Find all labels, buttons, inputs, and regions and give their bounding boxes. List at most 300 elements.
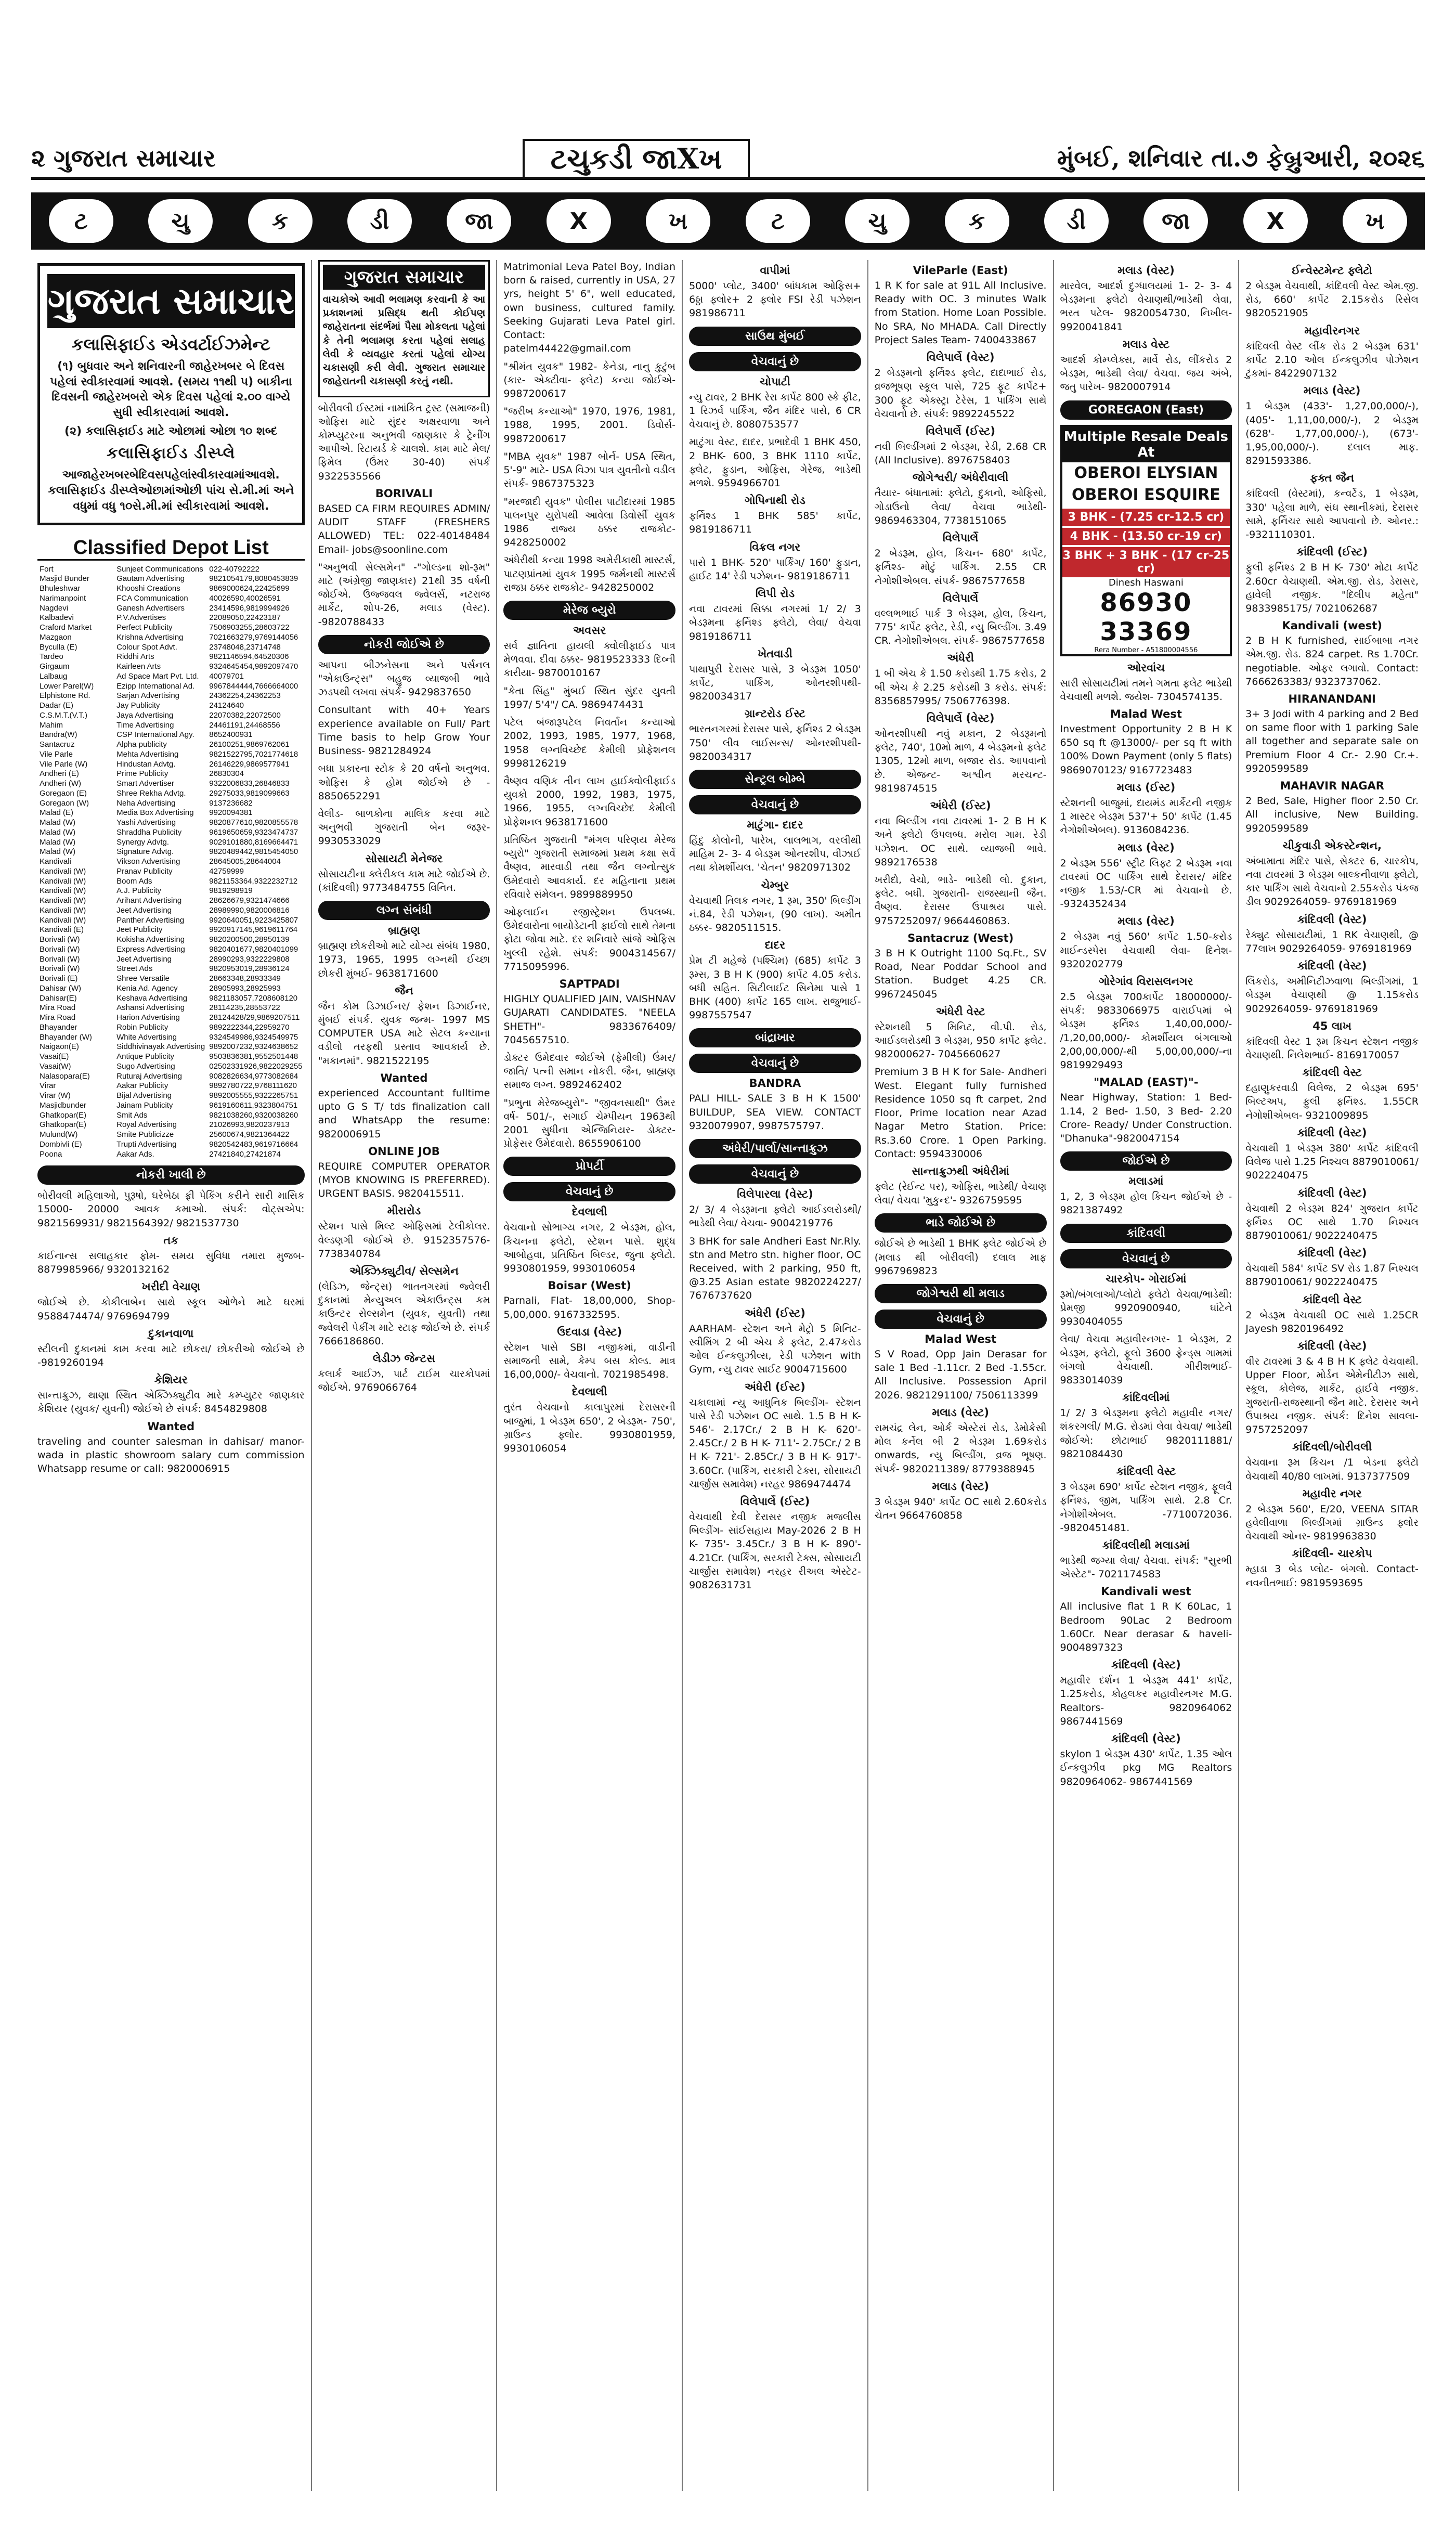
depot-agency: Smit Ads [116, 1110, 148, 1120]
depot-phone: 7506903255,28603722 [209, 623, 290, 632]
classified-ad: HIGHLY QUALIFIED JAIN, VAISHNAV GUJARATI CANDIDATES. "NEELA SHETH"- 9833676409/ 7045657510. [503, 993, 676, 1046]
depot-agency: Aakar Publicity [116, 1081, 168, 1091]
depot-area: Mulund(W) [40, 1130, 78, 1139]
banner-letter: ખ [646, 199, 710, 243]
depot-phone: 9821183057,7208608120 [209, 993, 298, 1003]
classified-ad: All inclusive flat 1 R K 60Lac, 1 Bedroom 90Lac 2 Bedroom 1.60Cr. Near derasar & haveli- 9004897323 [1060, 1601, 1232, 1654]
oberoi-head: Multiple Resale Deals At [1062, 427, 1230, 462]
classified-ad: PALI HILL- SALE 3 B H K 1500' BUILDUP, SEA VIEW. CONTACT 9320079907, 9987575797. [689, 1093, 861, 1132]
classified-ad: 1 બી એચ કે 1.50 કરોડથી 1.75 કરોડ, 2 બી એચ કે 2.25 કરોડથી 3 કરોડ. સંપર્ક: 8356857995/ 7506776398. [874, 668, 1047, 707]
depot-row [37, 838, 305, 848]
depot-agency: Kenia Ad. Agency [116, 983, 178, 993]
ad-heading: અંધેરી (ઈસ્ટ) [744, 1380, 805, 1393]
central-bombay-header: સેન્ટ્રલ બોમ્બે [689, 770, 861, 789]
depot-area: Ghatkopar(E) [40, 1110, 87, 1120]
depot-agency: Pranav Publicity [116, 866, 173, 876]
ad-heading: Wanted [380, 1071, 428, 1084]
depot-phone: 9920094381 [209, 808, 253, 818]
banner-letter: ક [945, 199, 1009, 243]
ad-heading: ગોપિનાથી રોડ [745, 494, 805, 507]
depot-area: Kandivali (W) [40, 886, 86, 896]
banner-letter: જા [447, 199, 511, 243]
classified-ad: ભાડેથી જગ્યા લેવા/ વેચવા. સંપર્ક: "સુરભી એસ્ટેટ"- 7021174583 [1060, 1554, 1232, 1580]
depot-area: C.S.M.T.(V.T.) [40, 710, 87, 720]
depot-phone: 9619650659,9323474737 [209, 827, 298, 837]
depot-agency: Yashi Advertising [116, 818, 176, 827]
depot-agency: Bijal Advertising [116, 1091, 172, 1100]
depot-area: Dahisar(E) [40, 993, 77, 1003]
masthead-rule-1: (૧) બુધવાર અને શનિવારની જાહેરખબર બે દિવસ પહેલાં સ્વીકારવામાં આવશે. (સમય ૧૧થી ૫) બાકીના દિવસની જાહેરખબરો એક દિવસ પહેલાં ૨.૦૦ વાગ્યે સુધી સ્વીકારવામાં આવશે. [50, 360, 292, 420]
ad-heading: જોગેશ્વરી/ અંધેરીવાલી [912, 471, 1009, 484]
jogeshwari-malad-header: જોગેશ્વરી થી મલાડ [875, 1284, 1047, 1303]
depot-agency: Shraddha Publicity [116, 827, 182, 837]
depot-agency: Ad Space Mart Pvt. Ltd. [116, 671, 199, 681]
depot-phone: 26146229,9869577941 [209, 759, 290, 769]
oberoi-title-2: OBEROI ESQUIRE [1072, 486, 1220, 504]
depot-area: Dahisar (W) [40, 983, 82, 993]
depot-phone: 24124640 [209, 701, 244, 710]
depot-area: Malad (W) [40, 847, 76, 857]
depot-agency: Shree Rekha Advtg. [116, 788, 186, 798]
depot-agency: Neha Advertising [116, 798, 176, 808]
for-sale-header: વેચવાનું છે [503, 1182, 675, 1201]
depot-agency: Arihant Advertising [116, 896, 182, 905]
depot-area: Borivali (W) [40, 944, 80, 954]
depot-phone: 23414596,9819994926 [209, 603, 290, 613]
depot-row [37, 1150, 305, 1160]
classified-ad: 1/ 2/ 3 બેડરૂમના ફ્લેટો મહાવીર નગર/ શંકરગલી/ M.G. રોડમાં લેવા વેચવા/ ભાડેથી જોઈએ: છોટાભાઈ 9820111881/ 9821084430 [1060, 1407, 1232, 1460]
ad-heading: ચેમ્બુર [761, 878, 789, 891]
classified-ad: ખરીદો, વેચો, ભાડે- ભાડેથી લો. દુકાન, ફ્લેટ. બધી. ગુજરાતી- રાજસ્થાની જૈન. વૈષ્ણવ. દેરાસર ઉપાશ્રય પાસે. 9757252097/ 9664460863. [874, 874, 1047, 927]
depot-area: Craford Market [40, 623, 92, 632]
depot-phone: 21026993,9820237913 [209, 1120, 290, 1130]
classified-ad: સ્ટેશન પાસે મિલ્ટ ઓફિસમાં ટેલીકોલર. વેલ્ડણગી જોઈએ છે. 9152357576- 7738340784 [318, 1221, 490, 1260]
depot-phone: 9892007232,9324638652 [209, 1042, 298, 1052]
depot-row [37, 1033, 305, 1043]
classified-ad: સાન્તાક્રુઝ, થાણા સ્થિત એક્ઝિક્યુટીવ મારે કમ્પ્યુટર જાણકાર કેશિયર (યુવક/ યુવતી) જોઈએ છે સંપર્ક: 8454829808 [37, 1390, 305, 1415]
depot-area: Narimanpoint [40, 593, 86, 603]
depot-agency: CSP International Agy. [116, 730, 194, 740]
ad-heading: મલાડ વેસ્ટ [1122, 338, 1170, 351]
classified-ad: સ્ટેશન પાસે SBI નજીકમાં, વાડીની સમાજની સામે, કેમ્પ બસ કોલ્ડ. માત્ર 16,00,000/- વેચવાનો. 7021985498. [503, 1341, 676, 1381]
masthead-rule-3: આજાહેરખબરબેદિવસપહેલાંસ્વીકારવામાંઆવશે. કલાસિફાઈડ ડીસ્પ્લેઓછામાંઓછી પાંચ સે.મી.માં અને વધુમાં વધુ ૧૦સે.મી.માં સ્વીકારવામાં આવશે. [48, 469, 294, 513]
depot-row [37, 574, 305, 584]
classified-ad: રેક્યુટ સોસાયટીમાં, 1 RK વેચાણથી, @ 77લાખ 9029264059- 9769181969 [1245, 929, 1419, 954]
property-header: પ્રોપર્ટી [503, 1157, 675, 1176]
ad-heading: SAPTPADI [559, 978, 620, 991]
depot-phone: 42759999 [209, 866, 244, 876]
ad-heading: વિલેપાર્લે [942, 532, 979, 545]
depot-row [37, 955, 305, 965]
depot-phone: 28645005,28644004 [209, 857, 281, 866]
depot-row [37, 1013, 305, 1023]
depot-area: Dadar (E) [40, 701, 74, 710]
naukri-header: નોકરી ખાલી છે [37, 1165, 305, 1185]
classified-ad: 2.5 બેડરૂમ 700કાર્પેટ 18000000/- સંપર્ક: 9833066975 વારાઈપમાં બે બેડરૂમ ફર્નિશ્ડ 1,40,00,000/- /1,20,00,000/- કોમર્શીયલ બંગલાઓ 2,00,00,000/-થી 5,00,00,000/-ના 9819929493 [1060, 991, 1232, 1071]
ad-heading: વિલેપાર્લે (વેસ્ટ) [926, 712, 995, 725]
depot-agency: Media Box Advertising [116, 808, 194, 818]
classified-ad: Premium 3 B H K for Sale- Andheri West. Elegant fully furnished Residence 1050 sq ft carpet, 2nd Floor, Prime location near Azad Nagar Metro Station. Price: Rs.3.60 Crore. 1 Open Parking. Contact: 9594330006 [874, 1066, 1047, 1160]
ad-heading: અંધેરી (ઈસ્ટ) [930, 799, 991, 812]
depot-row [37, 1091, 305, 1101]
ad-heading: મલાડ (ઈસ્ટ) [1116, 781, 1176, 794]
page-date: મુંબઈ, શનિવાર તા.૭ ફેબ્રુઆરી, ૨૦૨૬ [1057, 144, 1425, 172]
classified-ad: Matrimonial Leva Patel Boy, Indian born & raised, currently in USA, 27 yrs, height 5' 6", well educated, own business, cultured family. Seeking Gujarati Leva Patel girl. Contact: patelm44422@gmail.com [503, 261, 676, 355]
depot-row [37, 896, 305, 906]
classified-ad: ઓનરશીપથી નવું મકાન, 2 બેડરૂમનો ફ્લેટ, 740', 10મો માળ, 4 બેડરૂમનો ફ્લેટ 1305, 12મો માળ, બજાર રોડ. આપવાનો છે. એજન્ટ- અશ્વીન મરચન્ટ- 9819874515 [874, 728, 1047, 794]
depot-phone: 9892780722,9768111620 [209, 1081, 297, 1091]
for-sale-header: વેચવાનું છે [689, 1164, 861, 1184]
depot-row [37, 964, 305, 974]
classified-ad: ચકાલામાં ન્યુ આધુનિક બિલ્ડીંગ- સ્ટેશન પાસે રેડી પઝેશન OC સાથે. 1.5 B H K- 546'- 2.17Cr./ 2 B H K- 620'- 2.45Cr./ 2 B H K- 711'- 2.75Cr./ 2 B H K- 721'- 2.85Cr./ 3 B H K- 917'- 3.60Cr. (પાર્કિંગ, સરકારી ટેક્સ, સોસાયટી ચાર્જીસ સમાવેશ) નરહર 9869474474 [689, 1396, 861, 1490]
classified-ad: 3 BHK for sale Andheri East Nr.Rly. stn and Metro stn. higher floor, OC Received, with 2 parking, 950 ft, @3.25 Asian estate 9820224227/ 7676737620 [689, 1235, 861, 1302]
depot-agency: Smite Publicizze [116, 1130, 174, 1139]
depot-phone: 9892005555,9322265751 [209, 1091, 298, 1100]
ad-heading: સાન્તાક્રુઝથી અંધેરીમાં [912, 1164, 1009, 1177]
masthead-box [37, 263, 305, 525]
column-4 [683, 260, 868, 2491]
depot-row [37, 916, 305, 926]
depot-area: Byculla (E) [40, 642, 77, 652]
ad-heading: કાંદિવલી (વેસ્ટ) [1297, 1126, 1367, 1139]
depot-phone: 28124428/29,9869207511 [209, 1013, 300, 1022]
oberoi-phone: 86930 33369 [1100, 588, 1192, 646]
depot-area: Goregaon (W) [40, 798, 89, 808]
classified-ad: વેચવાથી દેવી દેરાસર નજીક મજલીસ બિલ્ડીંગ- સાંઈસહાય May-2026 2 B H K- 735'- 3.45Cr./ 3 B H K- 890'- 4.21Cr. (પાર્કિંગ, સરકારી ટેક્સ, સોસાયટી ચાર્જીસ સમાવેશ) નરહર રીઅલ એસ્ટેટ- 9082631731 [689, 1511, 861, 1591]
classified-ad: સ્ટેશનથી 5 મિનિટ, વી.પી. રોડ, આઈડલરોડથી 3 બેડરૂમ, 950 કાર્પેટ ફ્લેટ. 982000627- 7045660627 [874, 1021, 1047, 1060]
column-1 [31, 260, 312, 2491]
depot-row [37, 789, 305, 799]
page-header [31, 140, 1425, 180]
depot-area: Kandivali (W) [40, 876, 86, 886]
classified-ad: 2 B H K furnished, સાઈબાબા નગર એમ.જી. રોડ. 824 carpet. Rs 1.70Cr. negotiable. ઓફર લગાવો. Contact: 7666263383/ 9323737062. [1245, 635, 1419, 688]
depot-area: Borivali (W) [40, 964, 80, 974]
ad-heading: ચારકોપ- ગોરાઈમાં [1106, 1272, 1187, 1285]
depot-phone: 9820542483,9619716664 [209, 1139, 298, 1149]
ad-heading: દુકાનવાળા [148, 1327, 194, 1340]
depot-agency: Panther Advertising [116, 915, 185, 925]
classified-ad: આપના બીઝનેસના અને પર્સનલ "એકાઉન્ટ્સ" બહુજ વ્યાજબી ભાવે ઝડપથી લખવા સંપર્ક- 9429837650 [318, 659, 490, 698]
depot-phone: 22070382,22072500 [209, 710, 281, 720]
depot-phone: 02502331926,9822029255 [209, 1061, 303, 1071]
classified-ad: રામચંદ્ર લેન, ઓર્ક એસ્ટેરાં રોડ, ડેમોક્રેસી મોલ કર્નેલ બી 2 બેડરૂમ 1.69કરોડ onwards, ન્યુ બિલ્ડીંગ, વ્રજ ભૂષણ. સંપર્ક- 9820211389/ 8779388945 [874, 1422, 1047, 1475]
depot-row [37, 1052, 305, 1062]
ad-heading: વિલેપાર્લે (ઈસ્ટ) [740, 1495, 810, 1508]
classified-ad: 2 Bed, Sale, Higher floor 2.50 Cr. All inclusive, New Building. 9920599589 [1245, 795, 1419, 834]
depot-row [37, 711, 305, 721]
wanted-header: જોઈએ છે [1060, 1151, 1232, 1171]
depot-row [37, 1042, 305, 1052]
marriage-bureau-header: મેરેજ બ્યુરો [503, 601, 675, 620]
depot-agency: Kokisha Advertising [116, 935, 185, 944]
ad-heading: અંધેરી વેસ્ટ [935, 1005, 985, 1018]
depot-agency: Jeet Advertising [116, 905, 172, 915]
depot-row [37, 935, 305, 945]
classified-ad: ડોક્ટર ઉમેદવાર જોઈએ (ફેમીલી) ઉંમર/ જાતિ/ પત્ની સમાન નોકરી. જૈન, બ્રાહ્મણ સમાજ લગ્ન. 9892462402 [503, 1052, 676, 1091]
depot-agency: A.J. Publicity [116, 886, 161, 896]
depot-row [37, 1120, 305, 1130]
ad-heading: વિક્રલ નગર [749, 540, 801, 553]
classified-ad: ફર્નિશ્ડ 1 BHK 585' કાર્પેટ, 9819186711 [689, 510, 861, 536]
depot-row [37, 769, 305, 779]
banner-letter: જા [1143, 199, 1208, 243]
classified-ad: તુરંત વેચવાનો કાલાપુરમાં દેરાસરની બાજુમાં, 1 બેડરૂમ 650', 2 બેડરૂમ- 750', ગ્રાઉન્ડ ફ્લોર. 9930801959, 9930106054 [503, 1402, 676, 1455]
depot-agency: Signature Advtg. [116, 847, 174, 857]
depot-list-title: Classified Depot List [37, 537, 305, 561]
ad-heading: Wanted [147, 1420, 195, 1433]
classified-ad: નવી બિલ્ડીંગમાં 2 બેડરૂમ, રેડી, 2.68 CR (All Inclusive). 8976758403 [874, 440, 1047, 466]
classified-ad: મહાવીર દર્શન 1 બેડરૂમ 441' કાર્પેટ, 1.25કરોડ, કોહલકર મહાવીરનગર M.G. Realtors- 9820964062 9867441569 [1060, 1675, 1232, 1727]
classified-ad: કલાર્ક આઈઝ, પાર્ટ ટાઈમ ચારકોપમાં જોઈએ. 9769066764 [318, 1368, 490, 1394]
depot-agency: White Advertising [116, 1032, 177, 1042]
ad-heading: કાંદિવલીથી મલાડમાં [1102, 1538, 1190, 1551]
depot-phone: 9821153364,9322232712 [209, 876, 298, 886]
depot-area: Malad (W) [40, 827, 76, 837]
depot-row [37, 974, 305, 984]
depot-row [37, 1111, 305, 1121]
for-sale-header: વેચવાનું છે [689, 1054, 861, 1073]
depot-phone: 26100251,9869762061 [209, 740, 290, 749]
andheri-header: અંધેરી/પાર્લા/સાન્તાક્રુઝ [689, 1139, 861, 1158]
classified-ad: વેચવાથી 584' કાર્પેટ SV રોડ 1.87 નિશ્ચલ 8879010061/ 9022240475 [1245, 1263, 1419, 1288]
oberoi-rate-2: 4 BHK - (13.50 cr-19 cr) [1062, 528, 1230, 545]
classified-ad: બોરીવલી ઈસ્ટમાં નામાંકિત ટ્રસ્ટ (સમાજની) ઓફિસ માટે સુંદર અક્ષરવાળા અને કોમ્પ્યુટરના અનુભવી જાણકાર કે ટ્રેનીંગ આપીએ. રિટાયર્ડ કે ચાલશે. કામ માટે મેલ/ ફિમેલ (ઉંમર 30-40) સંપર્ક 9322535566 [318, 402, 490, 482]
masthead-title: ગુજરાત સમાચાર [47, 274, 295, 328]
depot-phone: 7021663279,9769144056 [209, 632, 298, 642]
classified-ad: સ્ટીલની દુકાનમાં કામ કરવા માટે છોકરા/ છોકરીઓ જોઈએ છે -9819260194 [37, 1343, 305, 1368]
classified-ad: "પ્રભુતા મેરેજબ્યુરો"- "જીવનસાથી" ઉંમર વર્ષ- 501/-, સગાઈ ચેમ્પીયન 1963થી 2001 સુધીના એન્જિનિયર- ડોક્ટર- પ્રોફેસર ઉમેદવારો. 8655906100 [503, 1097, 676, 1150]
classified-ad: તૈયાર- બંધાતામાં: ફ્લેટો, દુકાનો, ઓફિસો, ગોડાઉનો લેવા/ વેચવા ભાડેથી- 9869463304, 7738151065 [874, 487, 1047, 526]
classified-ad: બ્રાહ્મણ છોકરીઓ માટે યોગ્ય સંબંધ 1980, 1973, 1965, 1995 લગ્નથી ઈચ્છા છોકરી મુંબઈ- 9638171600 [318, 940, 490, 979]
depot-agency: Shree Versatile [116, 974, 170, 983]
depot-area: Andheri (W) [40, 779, 82, 788]
ad-heading: બ્રાહ્મણ [388, 924, 420, 937]
depot-agency: Boom Ads [116, 876, 152, 886]
classified-ad: સોસાયટીના ક્લેરીકલ કામ માટે જોઈએ છે. (કાંદિવલી) 9773484755 વિનિત. [318, 868, 490, 893]
classified-ad: વેચવાથી 2 બેડરૂમ 824' ગુજરાત કાર્પેટ ફર્નિશ્ડ OC સાથે 1.70 નિશ્ચલ 8879010061/ 9022240475 [1245, 1202, 1419, 1241]
depot-row [37, 1003, 305, 1013]
depot-area: Andheri (E) [40, 769, 79, 779]
depot-phone: 22089050,22423187 [209, 613, 281, 623]
banner-letter: ટ [746, 199, 810, 243]
depot-phone: 28114235,28553722 [209, 1003, 280, 1013]
depot-area: Goregaon (E) [40, 788, 87, 798]
depot-phone: 9821146594,64520306 [209, 652, 289, 662]
depot-row [37, 1062, 305, 1072]
depot-phone: 9820200500,28950139 [209, 935, 290, 944]
classified-ad: દહાણુકરવાડી વિલેજ, 2 બેડરૂમ 695' બિલ્ટઅપ, ફુલી ફર્નિશ્ડ. 1.55CR નેગોશીએબલ- 9321009895 [1245, 1082, 1419, 1121]
ad-heading: ખરીદી વેચાણ [141, 1280, 201, 1293]
ad-heading: લિપી રોડ [755, 587, 795, 600]
lagna-header: લગ્ન સંબંધી [318, 901, 490, 920]
depot-row [37, 691, 305, 701]
mini-masthead: ગુજરાત સમાચાર [323, 265, 486, 290]
reader-notice: વાચકોએ આવી ભલામણ કરવાની કે આ પ્રકાશનમાં પ્રસિદ્ધ થતી કોઈપણ જાહેરાતના સંદર્ભમાં પૈસા મોકલતા પહેલાં કે તેની ભલામણ કરતા પહેલાં સલાહ લેવી કે વ્યવહાર કરતાં પહેલાં યોગ્ય ચકાસણી કરી લેવી. ગુજરાત સમાચાર જાહેરાતની ચકાસણી કરતું નથી. [322, 294, 486, 387]
depot-row [37, 594, 305, 604]
ad-heading: કાંદિવલી (વેસ્ટ) [1297, 1186, 1367, 1199]
ad-heading: એક્ઝિક્યુટીવ/ સેલ્સમેન [349, 1265, 459, 1278]
depot-phone: 8652400931 [209, 730, 253, 740]
depot-agency: Aakar Ads. [116, 1149, 154, 1159]
depot-table [37, 565, 305, 1160]
depot-agency: Sugo Advertising [116, 1061, 175, 1071]
classified-ad: પ્રતિષ્ઠિત ગુજરાતી "મંગલ પરિણય મેરેજ બ્યુરો" ગુજરાતી સમાજમાં પ્રથમ કક્ષા સર્વે વૈષ્ણવ, મારવાડી તથા જૈન લગ્નોત્સુક ઉમેદવારો આવકાર્ય. દર મહિનાના પ્રથમ રવિવારે સંમેલન. 9899889950 [503, 834, 676, 900]
depot-agency: Robin Publicity [116, 1022, 168, 1032]
column-5 [868, 260, 1054, 2491]
depot-row [37, 633, 305, 643]
depot-phone: 022-40792222 [209, 564, 259, 574]
ad-heading: ગોરેગાંવ વિરાસલનગર [1099, 975, 1193, 988]
classified-ad: 3 B H K Outright 1100 Sq.Ft., SV Road, Near Poddar School and Station. Budget 4.25 CR. 9967245045 [874, 947, 1047, 1000]
oberoi-title-1: OBEROI ELYSIAN [1074, 463, 1218, 482]
depot-phone: 9322006833,26846833 [209, 779, 290, 788]
column-2 [312, 260, 498, 2491]
ad-heading: કાંદિવલી (વેસ્ટ) [1297, 913, 1367, 926]
ad-heading: કાંદિવલી (વેસ્ટ) [1297, 1340, 1367, 1353]
depot-area: Vasai(W) [40, 1061, 71, 1071]
depot-area: Vasai(E) [40, 1052, 69, 1061]
classified-ad: બોરીવલી મહિલાઓ, પુરૂષો, ઘરેબેઠા ફ્રી પેકિંગ કરીને સારી માસિક 15000- 20000 આવક કમાઓ. સંપર્ક: વોટ્સએપ: 9821569931/ 9821564392/ 9821537730 [37, 1190, 305, 1229]
depot-row [37, 701, 305, 711]
depot-area: Vile Parle [40, 749, 73, 759]
depot-area: Elphistone Rd. [40, 691, 90, 701]
classified-ad: Investment Opportunity 2 B H K 650 sq ft @13000/- per sq ft with 100% Down Payment (only 5 flats) 9869070123/ 9167723483 [1060, 723, 1232, 776]
ad-heading: મલાડ (વેસ્ટ) [1117, 915, 1175, 928]
depot-row [37, 584, 305, 594]
depot-phone: 9920640051,9223425807 [209, 915, 298, 925]
oberoi-rate-1: 3 BHK - (7.25 cr-12.5 cr) [1062, 509, 1230, 526]
classified-ad: 2 બેડરૂમ વેચવાથી, કાંદિવલી વેસ્ટ એમ.જી. રોડ, 660' કાર્પેટ 2.15કરોડ રિસેલ 9820521905 [1245, 280, 1419, 319]
depot-agency: Antique Publicity [116, 1052, 175, 1061]
depot-agency: Khooshi Creations [116, 584, 180, 593]
ad-heading: મલાડ (વેસ્ટ) [932, 1480, 989, 1493]
section-banner [31, 192, 1425, 250]
classified-ad: પાથાપુરી દેરાસર પાસે, 3 બેડરૂમ 1050' કાર્પેટ, પાર્કિંગ, ઓનરશીપથી- 9820034317 [689, 663, 861, 703]
classified-ad: REQUIRE COMPUTER OPERATOR (MYOB KNOWING IS PREFERRED). URGENT BASIS. 9820415511. [318, 1160, 490, 1200]
depot-area: Naigaon(E) [40, 1042, 79, 1052]
depot-agency: Gautam Advertising [116, 574, 185, 584]
depot-area: Virar [40, 1081, 56, 1091]
ad-heading: ઈન્વેસ્ટમેન્ટ ફ્લેટો [1292, 264, 1372, 277]
depot-row [37, 1140, 305, 1150]
depot-phone: 9821038260,9320038260 [209, 1110, 298, 1120]
depot-phone: 9820877610,9820855578 [209, 818, 298, 827]
depot-phone: 9029101880,8169664471 [209, 837, 298, 847]
ad-heading: દાદર [764, 939, 786, 952]
ad-heading: MAHAVIR NAGAR [1280, 780, 1384, 793]
banner-letter: X [1243, 199, 1308, 243]
ad-heading: HIRANANDANI [1288, 693, 1376, 706]
ad-heading: ગ્રાન્ટરોડ ઈસ્ટ [744, 707, 805, 720]
classified-ad: બધા પ્રકારના સ્ટોક કે 20 વર્ષનો અનુભવ. ઓફિસ કે હોમ જોઈએ છે - 8850652291 [318, 763, 490, 802]
depot-phone: 9503836381,9552501448 [209, 1052, 298, 1061]
depot-phone: 9820401677,9820401099 [209, 944, 298, 954]
banner-letter: ખ [1343, 199, 1407, 243]
classified-ad: સારી સોસાયટીમાં તમને ગમતા ફ્લેટ ભાડેથી વેચવાથી મળશે. જયેશ- 7304574135. [1060, 677, 1232, 703]
depot-agency: Sarjan Advertising [116, 691, 180, 701]
depot-phone: 28626679,9321474666 [209, 896, 290, 905]
depot-agency: Riddhi Arts [116, 652, 154, 662]
notice-box [318, 260, 490, 397]
depot-agency: Jeet Publicity [116, 925, 163, 935]
depot-agency: Royal Advertising [116, 1120, 177, 1130]
ad-heading: ઓરવાંચ [1127, 661, 1165, 674]
ad-heading: Malad West [925, 1333, 997, 1346]
classified-ad: કાંદિવલી વેસ્ટ લીંક રોડ 2 બેડરૂમ 631' કાર્પેટ 2.10 ઓલ ઈન્કલુઝીવ પોઝેશન ટુંકમાં- 8422907132 [1245, 340, 1419, 380]
depot-row [37, 994, 305, 1004]
depot-row [37, 740, 305, 750]
depot-agency: P.V.Advertises [116, 613, 166, 623]
classified-ad: 2 બેડરૂમ 560', E/20, VEENA SITAR હવેલીવાળા બિલ્ડીંગમાં ગ્રાઉન્ડ ફ્લોર વેચવાથી ઓનર- 9819963830 [1245, 1503, 1419, 1543]
depot-row [37, 867, 305, 877]
depot-area: Kandivali (W) [40, 866, 86, 876]
depot-agency: Colour Spot Advt. [116, 642, 177, 652]
depot-area: Girgaum [40, 662, 70, 671]
ad-heading: ચોપાટી [759, 375, 790, 388]
banner-letter: ચુ [148, 199, 213, 243]
classified-ad: traveling and counter salesman in dahisar/ manor-wada in plastic showroom salary cum commission Whatsapp resume or call: 9820006915 [37, 1435, 305, 1475]
classified-ad: વેચવાથી તિલક નગર, 1 રૂમ, 350' બિલ્ડીંગ નં.84, રેડી પઝેશન, (90 લાખ). અમીત ઠક્કર- 9820511515. [689, 895, 861, 934]
depot-agency: Hindustan Advtg. [116, 759, 176, 769]
depot-phone: 28663348,28933349 [209, 974, 281, 983]
classified-ad: "જરીબ કન્યાઓ" 1970, 1976, 1981, 1988, 1995, 2001. ડિવોર્સ- 9987200617 [503, 406, 676, 445]
depot-phone: 9820489442,9815454050 [209, 847, 298, 857]
depot-row [37, 730, 305, 740]
ad-heading: અંધેરી [947, 652, 974, 665]
classified-ad: હિંદુ કોલોની, પારેખ, લાલભાગ, વરલીથી માહિમ 2- 3- 4 બેડરૂમ ઓનરશીપ, વીઝાઈ તથા કોમર્શીયલ. 'ચેતન' 9820971302 [689, 835, 861, 874]
depot-row [37, 613, 305, 623]
bandra-khar-header: બાંદ્રાખાર [689, 1028, 861, 1047]
depot-agency: Krishna Advertising [116, 632, 184, 642]
for-sale-header: વેચવાનું છે [689, 352, 861, 371]
classified-ad: Parnali, Flat- 18,00,000, Shop- 5,00,000. 9167332595. [503, 1295, 676, 1320]
depot-row [37, 906, 305, 916]
kandivali-header: કાંદિવલી [1060, 1224, 1232, 1243]
oberoi-agent-name: Dinesh Haswani [1108, 577, 1184, 588]
depot-agency: Smart Advertiser [116, 779, 174, 788]
depot-phone: 9920917145,9619611764 [209, 925, 298, 935]
depot-phone: 40079701 [209, 671, 244, 681]
goregaon-header: GOREGAON (East) [1060, 400, 1232, 420]
classified-ad: જૈન કોમ ડિઝાઈનર/ ફેશન ડિઝાઈનર, મુંબઈ સંપર્ક. યુવક જન્મ- 1997 MS COMPUTER USA માટે સેટલ કન્યાના વડીલો તરફથી પ્રસ્તાવ આવકાર્ય છે. "મકાનમાં". 9821522195 [318, 1000, 490, 1067]
depot-row [37, 857, 305, 867]
for-sale-header: વેચવાનું છે [875, 1310, 1047, 1329]
classified-ad: સર્વ જ્ઞાતિના હાયલી ક્વોલીફાઈડ પાત્ર મેળવવા. દીવા ઠક્કર- 9819523333 દિવ્ની કારીયા- 9870010167 [503, 640, 676, 679]
for-sale-header: વેચવાનું છે [1060, 1249, 1232, 1268]
depot-area: Borivali (W) [40, 935, 80, 944]
depot-area: Bhuleshwar [40, 584, 81, 593]
depot-phone: 9082826634,9773082684 [209, 1071, 298, 1081]
depot-area: Kalbadevi [40, 613, 74, 623]
depot-row [37, 1130, 305, 1140]
depot-agency: Ruturaj Advertising [116, 1071, 183, 1081]
depot-agency: Jaya Advertising [116, 710, 174, 720]
naukri-wanted-header: નોકરી જોઈએ છે [318, 635, 490, 654]
ad-heading: Kandivali west [1101, 1585, 1191, 1598]
depot-row [37, 643, 305, 653]
depot-area: Kandivali (W) [40, 905, 86, 915]
depot-phone: 9819298919 [209, 886, 253, 896]
depot-agency: FCA Communication [116, 593, 188, 603]
ad-heading: Kandivali (west) [1282, 619, 1382, 632]
classified-ad: વેલીડ- બાળકોના માલિક કરવા માટે અનુભવી ગુજરાતી બેન જરૂર- 9930533029 [318, 808, 490, 847]
classified-ad: 5000' પ્લોટ, 3400' બાંધકામ ઓફિસ+ 6ઠ્ઠા ફ્લોર+ 2 ફ્લોર FSI રેડી પઝેશન 981986711 [689, 280, 861, 319]
ad-heading: તક [163, 1234, 179, 1247]
classified-ad: અંધેરીથી કન્યા 1998 અમેરીકાથી માસ્ટર્સ, પાટણપ્રાંતમાં યુવક 1995 જર્મનથી માસ્ટર્સ રાજપ્ર ઠક્કર રાજકોટ- 9428250002 [503, 554, 676, 593]
classified-ad: વેચવાના રૂમ કિચન /1 બેડના ફ્લેટો વેચવાથી 40/80 લાખમાં. 9137377509 [1245, 1457, 1419, 1482]
classified-ad: વૈષ્ણવ વણિક તીન લાખ હાઈક્વોલીફાઈડ યુવકો 2000, 1992, 1983, 1975, 1966, 1955, લગ્નવિચ્છેદ કેમીલી પ્રોફેશનલ 9638171600 [503, 775, 676, 828]
oberoi-display-ad [1060, 425, 1232, 656]
